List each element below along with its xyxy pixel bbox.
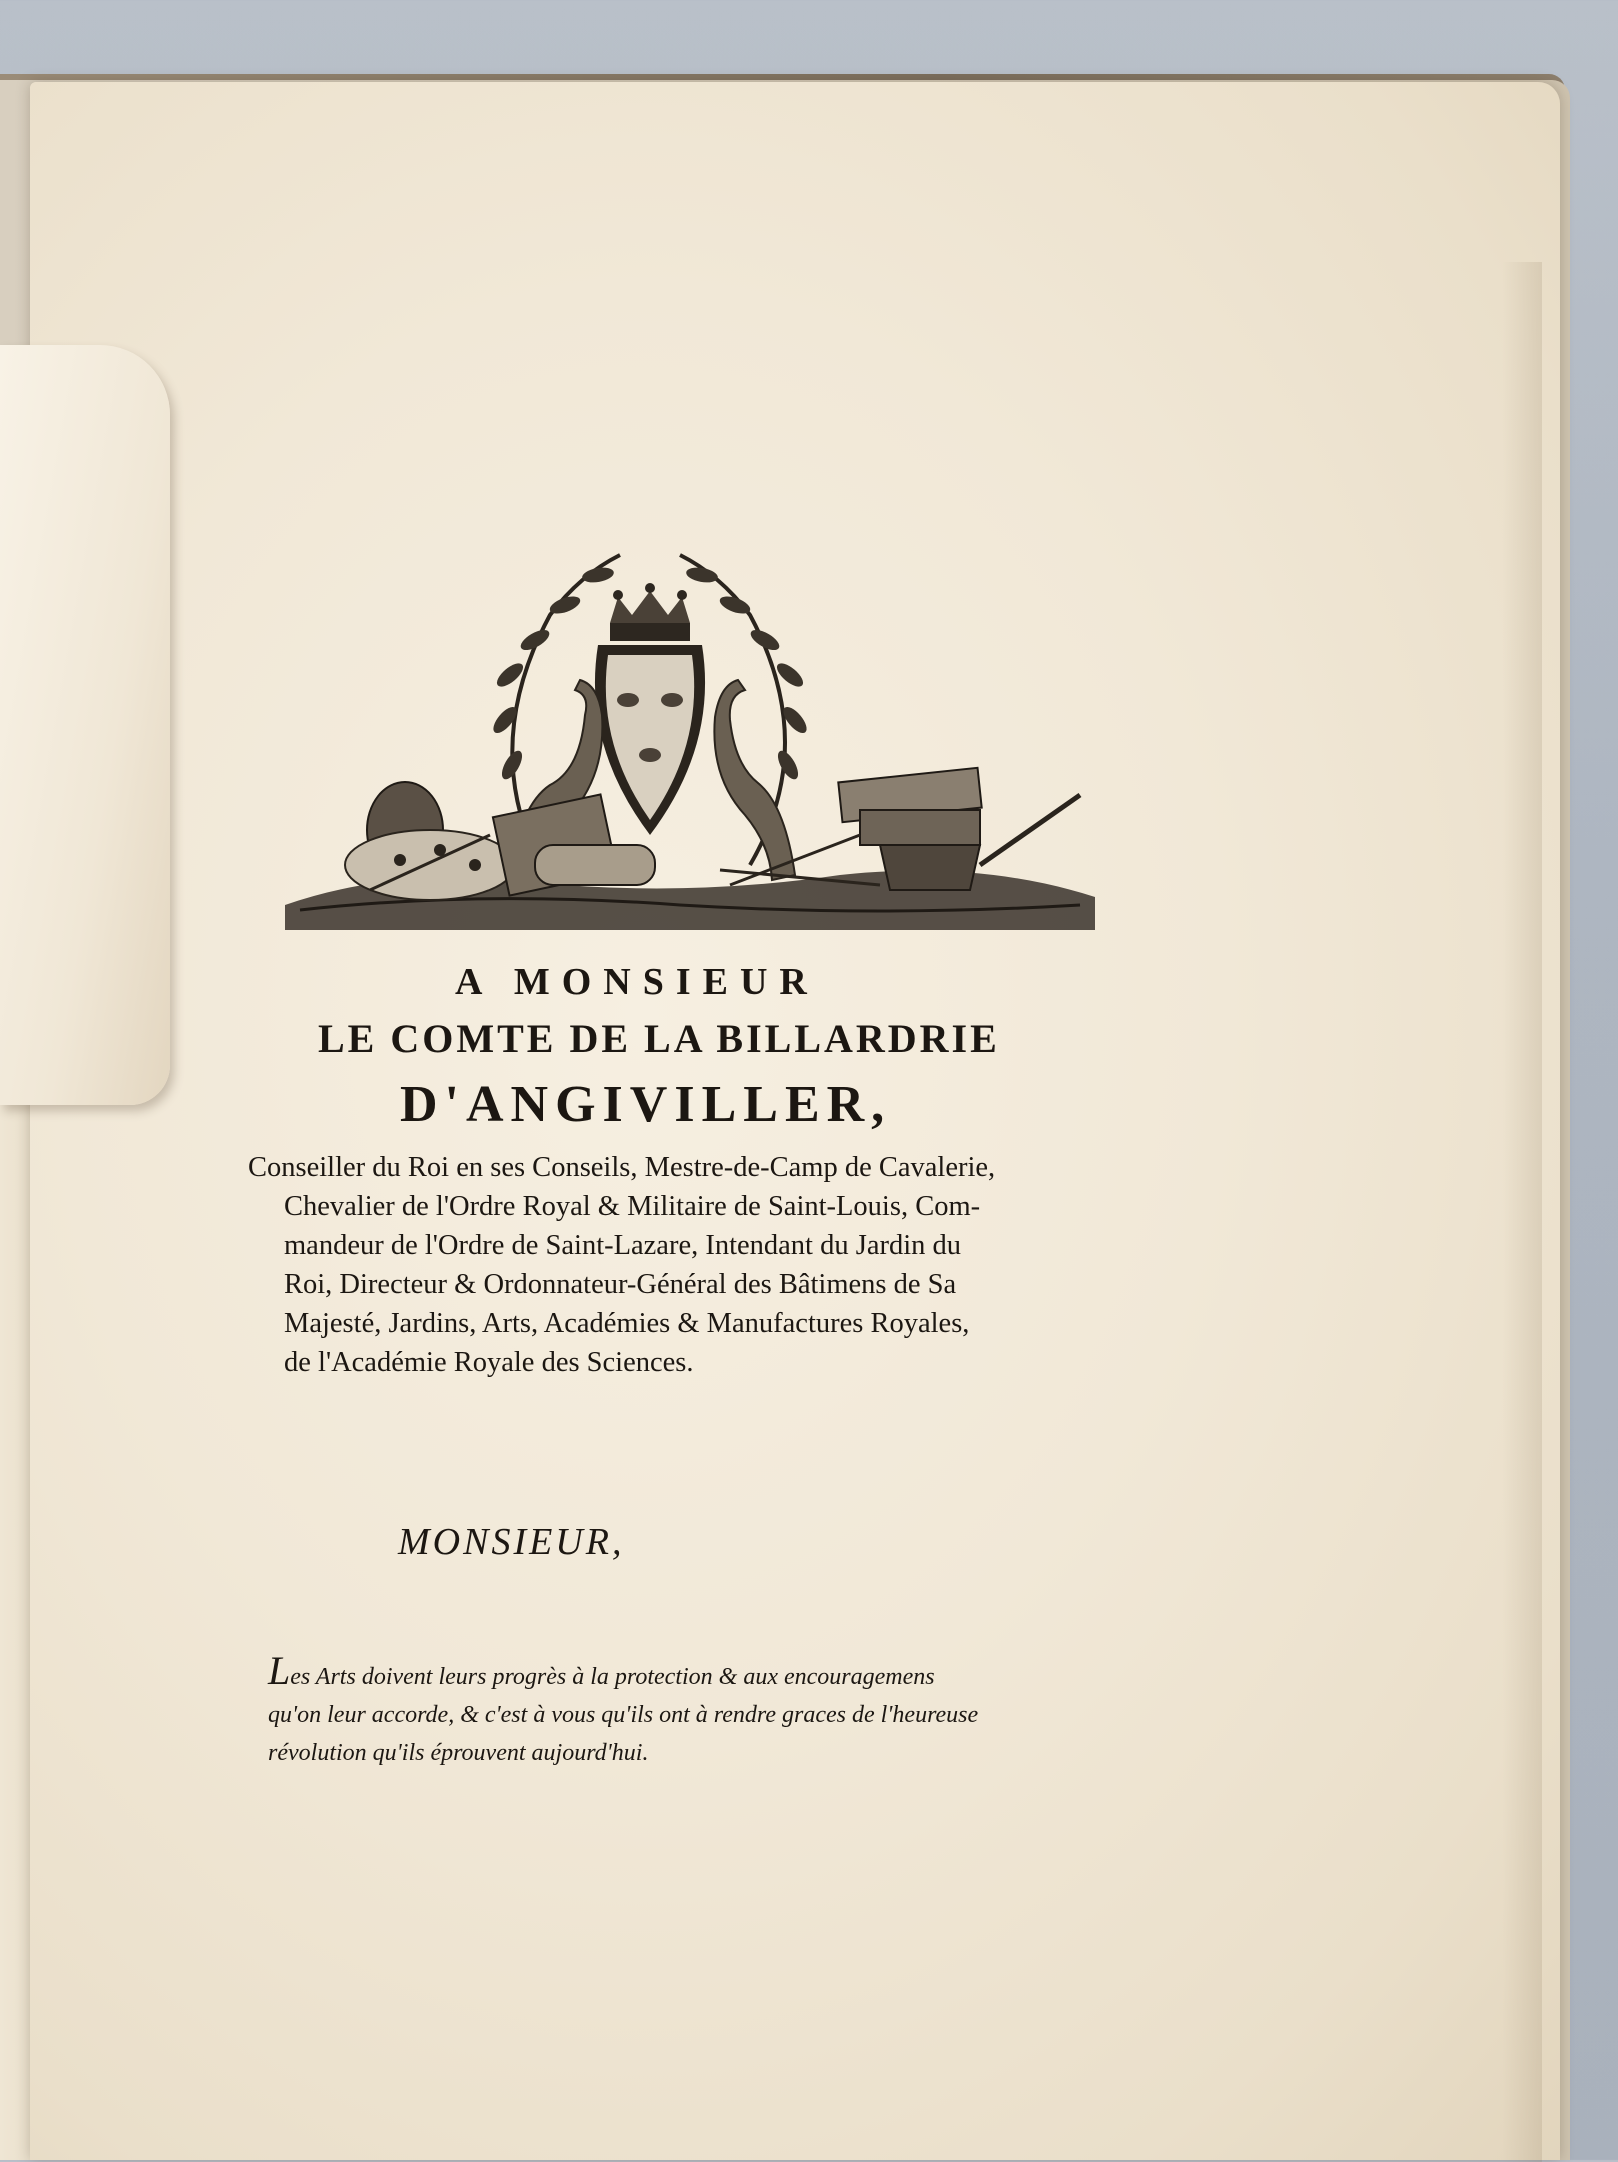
dedicatee-titles xyxy=(248,1148,1098,1382)
folded-flap xyxy=(0,345,170,1105)
titles-line: Conseiller du Roi en ses Conseils, Mestre-de-Camp de Cavalerie, xyxy=(248,1152,996,1183)
titles-line: Chevalier de l'Ordre Royal & Militaire de Saint-Louis, Com- xyxy=(284,1191,981,1222)
shield-icon xyxy=(595,645,705,835)
coat-of-arms-vignette xyxy=(280,545,1100,930)
drop-cap: L xyxy=(268,1648,291,1693)
artist-palette-icon xyxy=(345,782,515,900)
body-paragraph xyxy=(268,1648,1068,1772)
dedication-line-3: D'ANGIVILLER, xyxy=(400,1076,892,1133)
titles-line: de l'Académie Royale des Sciences. xyxy=(284,1347,694,1378)
body-line-text: es Arts doivent leurs progrès à la protection & aux encouragemens xyxy=(290,1664,935,1690)
titles-line: mandeur de l'Ordre de Saint-Lazare, Intendant du Jardin du xyxy=(284,1230,962,1261)
body-line: révolution qu'ils éprouvent aujourd'hui. xyxy=(268,1740,649,1766)
crown-icon xyxy=(610,583,690,641)
dedication-line-1: A MONSIEUR xyxy=(455,961,819,1003)
titles-line: Majesté, Jardins, Arts, Académies & Manufactures Royales, xyxy=(284,1308,970,1339)
dedication-line-2: LE COMTE DE LA BILLARDRIE xyxy=(318,1016,1000,1061)
page-shadow xyxy=(1502,262,1542,2162)
body-line xyxy=(268,1648,1068,1696)
titles-line: Roi, Directeur & Ordonnateur-Général des Bâtimens de Sa xyxy=(284,1269,957,1300)
body-line: qu'on leur accorde, & c'est à vous qu'ils ont à rendre graces de l'heureuse xyxy=(268,1702,979,1728)
salutation: MONSIEUR, xyxy=(398,1521,625,1563)
